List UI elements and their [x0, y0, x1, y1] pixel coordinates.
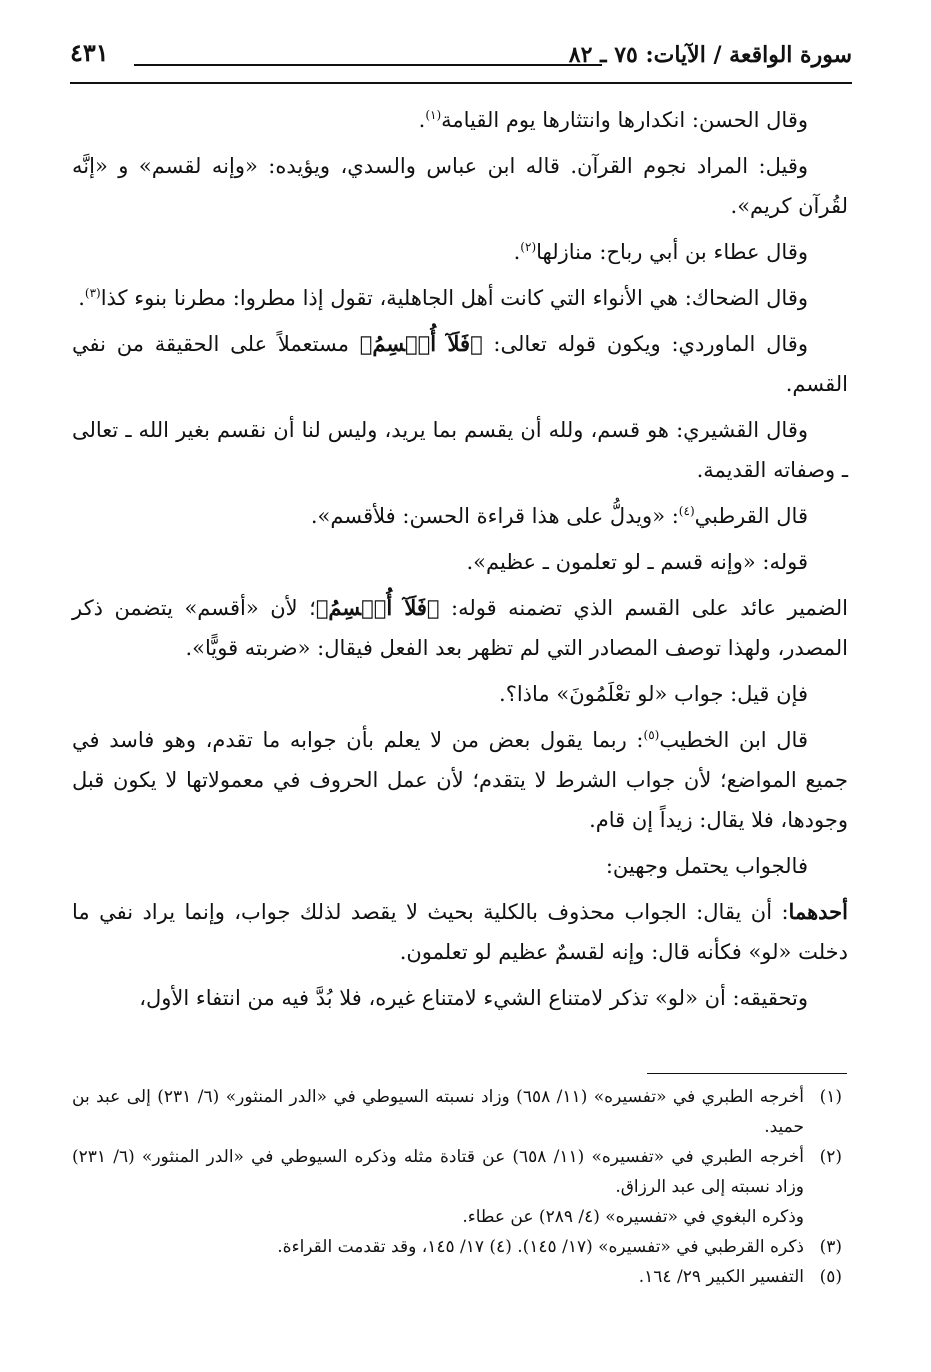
- paragraph: [72, 324, 848, 404]
- paragraph-text: فإن قيل: جواب «لو تعْلَمُونَ» ماذا؟.: [499, 682, 808, 706]
- footnote-number: (١): [819, 1087, 842, 1107]
- paragraph-text: فالجواب يحتمل وجهين:: [605, 854, 808, 878]
- footnote-text: أخرجه الطبري في «تفسيره» (١١/ ٦٥٨) عن قتادة مثله وذكره السيوطي في «الدر المنثور» (٦/ ٢٣١) وزاد نسبته إلى عبد الرزاق.: [72, 1147, 804, 1197]
- header-title: سورة الواقعة / الآيات: ٧٥ ـ ٨٢: [568, 42, 852, 68]
- paragraph-text: : أن يقال: الجواب محذوف بالكلية بحيث لا يقصد لذلك جواب، وإنما يراد نفي ما دخلت «لو» فكأنه قال: وإنه لقسمٌ عظيم لو تعلمون.: [72, 900, 848, 964]
- paragraph-text: الضمير عائد على القسم الذي تضمنه قوله:: [439, 596, 848, 620]
- paragraph-text: : ربما يقول بعض من لا يعلم بأن جوابه ما تقدم، وهو فاسد في جميع المواضع؛ لأن جواب الشرط لا يتقدم؛ لأن عمل الحروف في معمولاتها لا يكون قبل وجودها، فلا يقال: زيداً إن قام.: [72, 728, 848, 832]
- page-number: ٤٣١: [70, 38, 109, 67]
- footnote-ref[interactable]: (١): [425, 108, 442, 122]
- paragraph-tail: .: [513, 240, 521, 264]
- footnote-number: (٥): [819, 1267, 842, 1287]
- footnote-text: أخرجه الطبري في «تفسيره» (١١/ ٦٥٨) وزاد نسبته السيوطي في «الدر المنثور» (٦/ ٢٣١) إلى عبد بن حميد.: [72, 1087, 805, 1137]
- footnote-ref[interactable]: (٥): [643, 728, 660, 742]
- paragraph-tail: .: [418, 108, 426, 132]
- paragraph: [72, 410, 848, 490]
- footnote-ref[interactable]: (٣): [84, 286, 101, 300]
- paragraph-text: ؛ لأن «أقسم» يتضمن ذكر المصدر، ولهذا توصف المصادر التي لم تظهر بعد الفعل فيقال: «ضربته قويًّا».: [72, 596, 848, 660]
- paragraph: [72, 278, 848, 318]
- running-header: [70, 34, 852, 84]
- footnotes: [72, 1082, 842, 1292]
- paragraph-text: قال القرطبي: [694, 504, 808, 528]
- paragraph: [72, 846, 848, 886]
- footnote-separator: [647, 1073, 847, 1074]
- header-rule: [134, 64, 602, 66]
- paragraph: [72, 146, 848, 226]
- quran-quote: ﴿فَلَآ أُقۡسِمُ﴾: [359, 331, 483, 356]
- paragraph-text: وقال القشيري: هو قسم، ولله أن يقسم بما يريد، وليس لنا أن نقسم بغير الله ـ تعالى ـ وصفاته القديمة.: [72, 418, 848, 482]
- footnote-number: [804, 1202, 842, 1232]
- paragraph: [72, 496, 848, 536]
- footnote: [72, 1232, 842, 1262]
- main-text: [72, 100, 848, 1024]
- paragraph: [72, 588, 848, 668]
- paragraph-text: وتحقيقه: أن «لو» تذكر لامتناع الشيء لامتناع غيره، فلا بُدَّ فيه من انتفاء الأول،: [139, 986, 808, 1010]
- footnote-ref[interactable]: (٢): [520, 240, 537, 254]
- paragraph-text: مستعملاً على الحقيقة من نفي القسم.: [72, 332, 848, 396]
- footnote: [72, 1142, 842, 1202]
- footnote-text: وذكره البغوي في «تفسيره» (٤/ ٢٨٩) عن عطاء.: [462, 1207, 804, 1227]
- footnote-number: (٢): [819, 1147, 842, 1167]
- paragraph-text: قال ابن الخطيب: [659, 728, 808, 752]
- paragraph-text: وقيل: المراد نجوم القرآن. قاله ابن عباس والسدي، ويؤيده: «وإنه لقسم» و «إنَّه لقُرآن كريم».: [72, 154, 848, 218]
- footnote-text: التفسير الكبير ٢٩/ ١٦٤.: [638, 1267, 804, 1287]
- paragraph: [72, 892, 848, 972]
- footnote: [72, 1262, 842, 1292]
- paragraph-text: وقال الضحاك: هي الأنواء التي كانت أهل الجاهلية، تقول إذا مطروا: مطرنا بنوء كذا: [100, 286, 808, 310]
- paragraph-lead: أحدهما: [788, 899, 848, 924]
- footnote-ref[interactable]: (٤): [678, 504, 695, 518]
- paragraph: [72, 542, 848, 582]
- paragraph: [72, 720, 848, 840]
- paragraph-text: وقال الحسن: انكدارها وانتثارها يوم القيامة: [441, 108, 808, 132]
- paragraph: [72, 100, 848, 140]
- paragraph-text: قوله: «وإنه قسم ـ لو تعلمون ـ عظيم».: [466, 550, 808, 574]
- paragraph-tail: .: [78, 286, 85, 310]
- paragraph: [72, 674, 848, 714]
- footnote-number: (٣): [819, 1237, 842, 1257]
- footnote-text: ذكره القرطبي في «تفسيره» (١٧/ ١٤٥). (٤) ١٧/ ١٤٥، وقد تقدمت القراءة.: [277, 1237, 804, 1257]
- paragraph-text: : «ويدلُّ على هذا قراءة الحسن: فلأقسم».: [310, 504, 679, 528]
- paragraph-text: وقال عطاء بن أبي رباح: منازلها: [536, 240, 808, 264]
- paragraph-text: وقال الماوردي: ويكون قوله تعالى:: [482, 332, 808, 356]
- footnote: [72, 1082, 842, 1142]
- paragraph: [72, 978, 848, 1018]
- footnote: [72, 1202, 842, 1232]
- paragraph: [72, 232, 848, 272]
- quran-quote: ﴿فَلَآ أُقۡسِمُ﴾: [315, 595, 440, 620]
